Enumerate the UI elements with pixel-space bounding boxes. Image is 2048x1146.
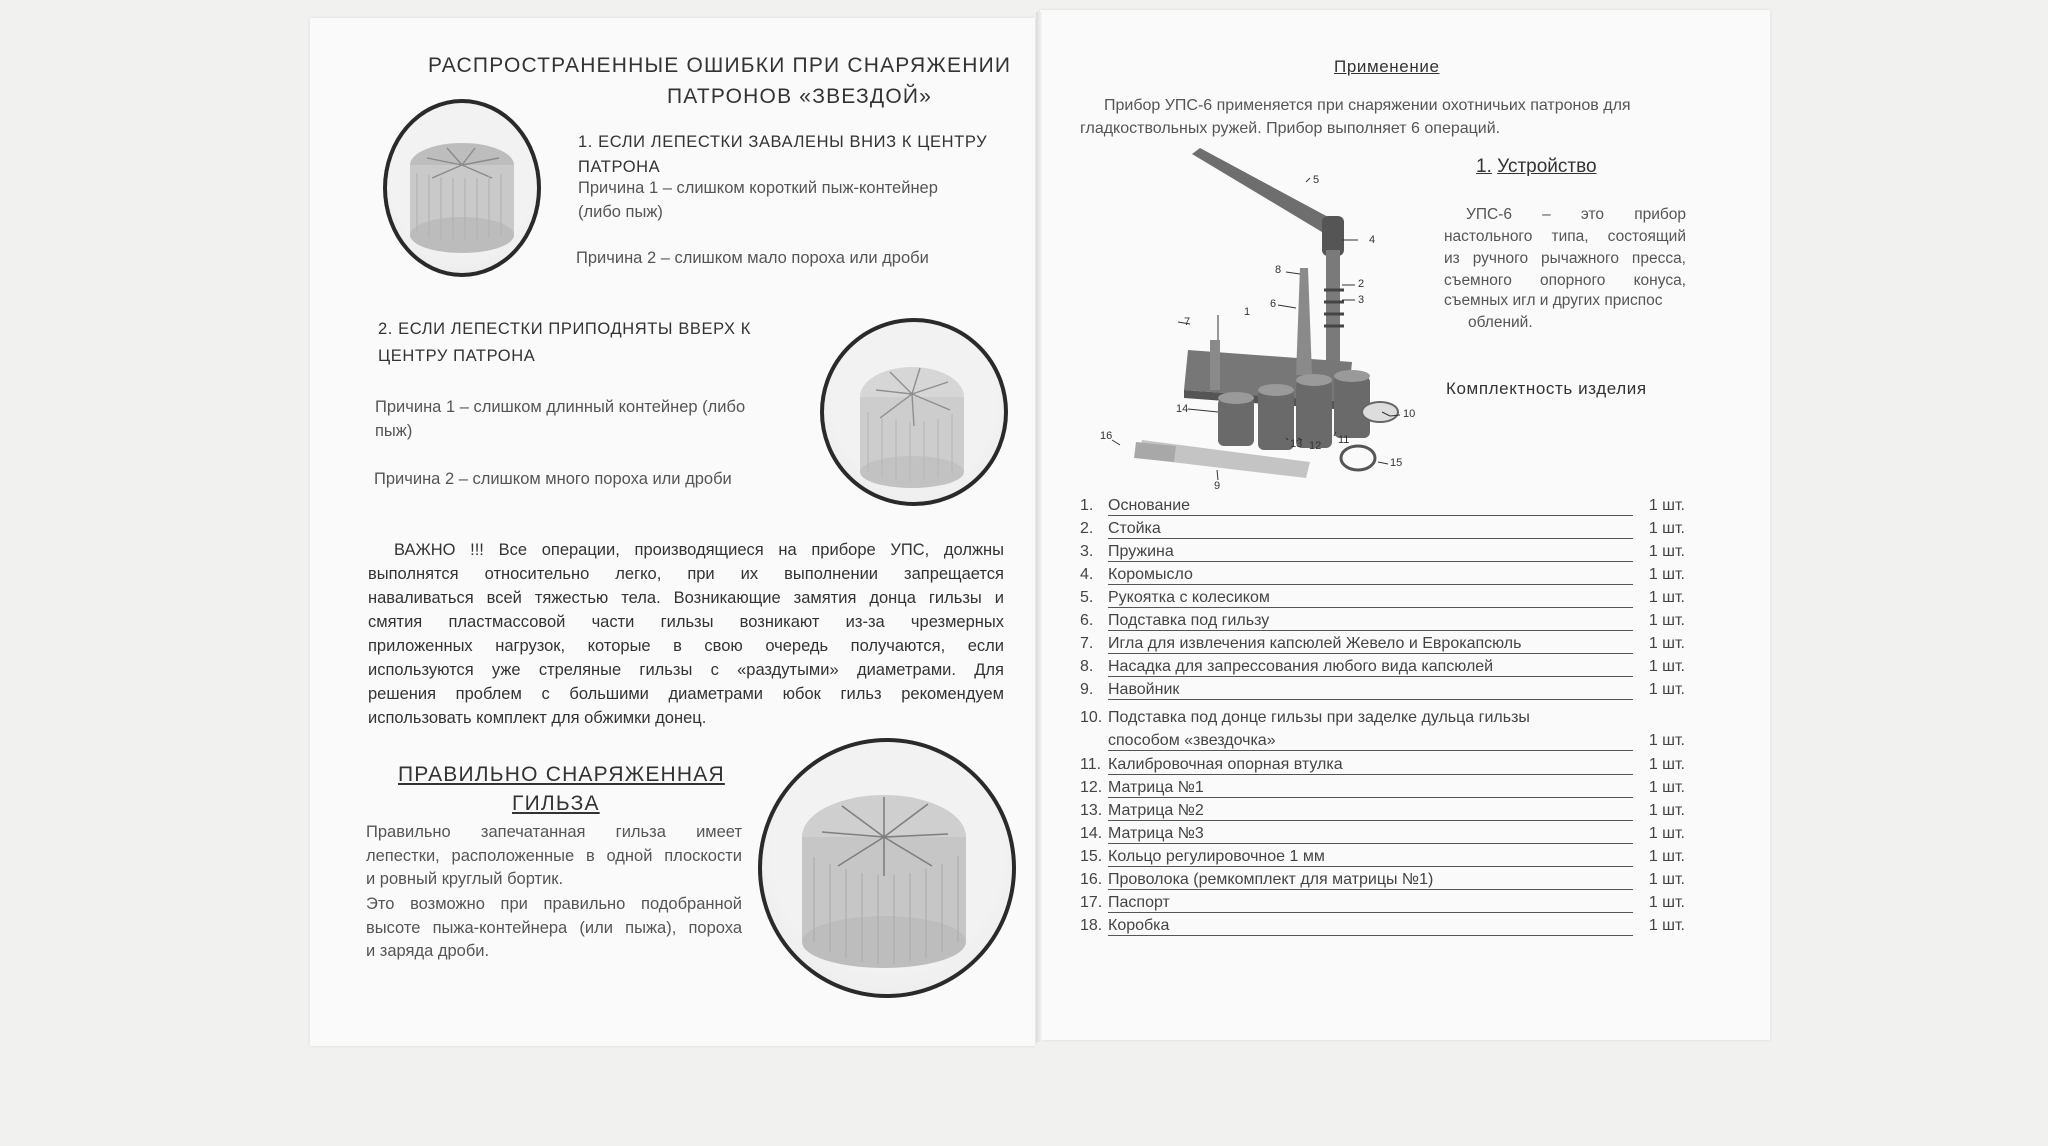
application-line1: Прибор УПС-6 применяется при снаряжении охотничьих патронов для bbox=[1104, 97, 1631, 114]
device-line-5: съемных игл и других приспос bbox=[1444, 292, 1663, 309]
list-item-leader bbox=[1108, 843, 1633, 844]
list-item-label: Проволока (ремкомплект для матрицы №1) bbox=[1108, 871, 1436, 889]
warning-line-8: использовать комплект для обжимки донец. bbox=[368, 709, 707, 727]
list-item bbox=[1080, 917, 1685, 939]
list-item-leader bbox=[1108, 676, 1633, 677]
list-item-number: 15. bbox=[1080, 848, 1103, 865]
diagram-label-13: 13 bbox=[1290, 438, 1303, 450]
list-item bbox=[1080, 756, 1685, 778]
list-item-label: Калибровочная опорная втулка bbox=[1108, 756, 1346, 774]
list-item-leader bbox=[1108, 538, 1633, 539]
list-item bbox=[1080, 825, 1685, 847]
warning-line-5: приложенных нагрузок, которые в свою очередь получаются, если bbox=[368, 637, 1004, 655]
list-item-label: Пружина bbox=[1108, 543, 1177, 561]
diagram-label-9: 9 bbox=[1214, 480, 1221, 492]
correct-heading-line1: ПРАВИЛЬНО СНАРЯЖЕННАЯ bbox=[398, 763, 725, 786]
list-item-leader bbox=[1108, 699, 1633, 700]
list-item bbox=[1080, 709, 1685, 731]
list-item-number: 3. bbox=[1080, 543, 1094, 560]
diagram-label-14: 14 bbox=[1176, 403, 1189, 415]
list-item-label: Основание bbox=[1108, 497, 1193, 515]
list-item-number: 16. bbox=[1080, 871, 1103, 888]
diagram-label-5: 5 bbox=[1313, 174, 1320, 186]
list-item bbox=[1080, 635, 1685, 657]
error2-cause2: Причина 2 – слишком много пороха или дроби bbox=[374, 470, 732, 488]
list-item-number: 8. bbox=[1080, 658, 1094, 675]
correct-line-2: лепестки, расположенные в одной плоскости bbox=[366, 847, 742, 865]
list-item-qty: 1 шт. bbox=[1648, 543, 1685, 560]
list-item-label: Рукоятка с колесиком bbox=[1108, 589, 1273, 607]
list-item-leader bbox=[1108, 515, 1633, 516]
list-item bbox=[1080, 612, 1685, 634]
correct-line-4: Это возможно при правильно подобранной bbox=[366, 895, 742, 913]
left-title-line1: РАСПРОСТРАНЕННЫЕ ОШИБКИ ПРИ СНАРЯЖЕНИИ bbox=[428, 54, 1012, 77]
list-item-number: 5. bbox=[1080, 589, 1094, 606]
application-heading: Применение bbox=[1334, 57, 1440, 76]
list-item-qty: 1 шт. bbox=[1648, 658, 1685, 675]
error1-cause1-line1: Причина 1 – слишком короткий пыж-контейнер bbox=[578, 179, 938, 197]
list-item-leader bbox=[1108, 584, 1633, 585]
list-item-number: 6. bbox=[1080, 612, 1094, 629]
diagram-label-16: 16 bbox=[1100, 430, 1113, 442]
correct-line-6: и заряда дроби. bbox=[366, 942, 490, 960]
list-item-label: способом «звездочка» bbox=[1108, 732, 1279, 750]
list-item-label: Насадка для запрессования любого вида капсюлей bbox=[1108, 658, 1496, 676]
list-item-qty: 1 шт. bbox=[1648, 566, 1685, 583]
list-item-qty: 1 шт. bbox=[1648, 681, 1685, 698]
list-item-leader bbox=[1108, 912, 1633, 913]
correct-heading-line2: ГИЛЬЗА bbox=[512, 792, 600, 815]
cartridge-photo-correct bbox=[758, 738, 1016, 998]
list-item-number: 9. bbox=[1080, 681, 1094, 698]
list-item-qty: 1 шт. bbox=[1648, 802, 1685, 819]
diagram-label-4: 4 bbox=[1369, 234, 1376, 246]
list-item-qty: 1 шт. bbox=[1648, 825, 1685, 842]
diagram-label-12: 12 bbox=[1309, 440, 1322, 452]
list-item-label: Игла для извлечения капсюлей Жевело и Еврокапсюль bbox=[1108, 635, 1524, 653]
device-line-6: облений. bbox=[1468, 314, 1533, 331]
list-item-leader bbox=[1108, 889, 1633, 890]
diagram-label-11: 11 bbox=[1338, 434, 1350, 446]
list-item-leader bbox=[1108, 630, 1633, 631]
list-item-label: Стойка bbox=[1108, 520, 1164, 538]
list-item-leader bbox=[1108, 607, 1633, 608]
list-item-leader bbox=[1108, 820, 1633, 821]
application-line2: гладкоствольных ружей. Прибор выполняет 6 операций. bbox=[1080, 120, 1501, 137]
device-heading-num: 1. bbox=[1476, 156, 1492, 177]
diagram-label-15: 15 bbox=[1390, 457, 1403, 469]
list-item bbox=[1080, 848, 1685, 870]
list-item-label: Матрица №2 bbox=[1108, 802, 1207, 820]
error1-cause1-line2: (либо пыж) bbox=[578, 203, 663, 221]
list-item-qty: 1 шт. bbox=[1648, 635, 1685, 652]
list-item-qty: 1 шт. bbox=[1648, 756, 1685, 773]
list-item-qty: 1 шт. bbox=[1648, 497, 1685, 514]
left-title-line2: ПАТРОНОВ «ЗВЕЗДОЙ» bbox=[667, 85, 933, 108]
list-item-qty: 1 шт. bbox=[1648, 894, 1685, 911]
list-item-label: Паспорт bbox=[1108, 894, 1173, 912]
list-item bbox=[1080, 566, 1685, 588]
list-item bbox=[1080, 802, 1685, 824]
list-item-qty: 1 шт. bbox=[1648, 871, 1685, 888]
list-item-qty: 1 шт. bbox=[1648, 917, 1685, 934]
list-item bbox=[1080, 589, 1685, 611]
device-heading bbox=[1476, 156, 1597, 178]
device-line-2: настольного типа, состоящий bbox=[1444, 228, 1686, 245]
device-line-3: из ручного рычажного пресса, bbox=[1444, 250, 1686, 267]
error1-heading-line2: ПАТРОНА bbox=[578, 158, 661, 176]
error2-heading-line1: 2. ЕСЛИ ЛЕПЕСТКИ ПРИПОДНЯТЫ ВВЕРХ К bbox=[378, 320, 752, 338]
warning-line-2: выполнятся относительно легко, при их выполнении запрещается bbox=[368, 565, 1004, 583]
list-item-number: 17. bbox=[1080, 894, 1103, 911]
cartridge-photo-petals-down bbox=[383, 99, 541, 277]
list-item bbox=[1080, 520, 1685, 542]
list-item-number: 12. bbox=[1080, 779, 1103, 796]
list-item bbox=[1080, 871, 1685, 893]
list-item-label: Подставка под гильзу bbox=[1108, 612, 1272, 630]
list-item-qty: 1 шт. bbox=[1648, 848, 1685, 865]
list-item bbox=[1080, 658, 1685, 680]
diagram-label-3: 3 bbox=[1358, 294, 1365, 306]
diagram-label-2: 2 bbox=[1358, 278, 1365, 290]
list-item-qty: 1 шт. bbox=[1648, 779, 1685, 796]
list-item-qty: 1 шт. bbox=[1648, 520, 1685, 537]
list-item-number: 2. bbox=[1080, 520, 1094, 537]
list-item-qty: 1 шт. bbox=[1648, 612, 1685, 629]
list-item-qty: 1 шт. bbox=[1648, 589, 1685, 606]
list-item-number: 13. bbox=[1080, 802, 1103, 819]
list-item-leader bbox=[1108, 561, 1633, 562]
correct-line-5: высоте пыжа-контейнера (или пыжа), пороха bbox=[366, 919, 742, 937]
diagram-label-10: 10 bbox=[1403, 408, 1416, 420]
list-item-label: Навойник bbox=[1108, 681, 1182, 699]
list-item-number: 4. bbox=[1080, 566, 1094, 583]
list-item-leader bbox=[1108, 750, 1633, 751]
list-item-leader bbox=[1108, 797, 1633, 798]
list-item bbox=[1080, 779, 1685, 801]
list-item-label: Матрица №3 bbox=[1108, 825, 1207, 843]
list-item-qty: 1 шт. bbox=[1648, 732, 1685, 749]
device-diagram bbox=[1090, 140, 1430, 495]
warning-line-7: решения проблем с большими диаметрами юбок гильз рекомендуем bbox=[368, 685, 1004, 703]
list-item-label: Кольцо регулировочное 1 мм bbox=[1108, 848, 1328, 866]
error2-heading-line2: ЦЕНТРУ ПАТРОНА bbox=[378, 347, 536, 365]
list-item-number: 1. bbox=[1080, 497, 1094, 514]
error2-cause1-line1: Причина 1 – слишком длинный контейнер (либо bbox=[375, 398, 746, 416]
list-item-leader bbox=[1108, 653, 1633, 654]
list-item bbox=[1080, 497, 1685, 519]
list-item-continuation bbox=[1080, 732, 1685, 754]
device-line-4: съемного опорного конуса, bbox=[1444, 272, 1686, 289]
warning-line-3: наваливаться всей тяжестью тела. Возникающие замятия донца гильзы и bbox=[368, 589, 1004, 607]
list-item-number: 10. bbox=[1080, 709, 1103, 726]
diagram-label-8: 8 bbox=[1275, 264, 1282, 276]
list-item-leader bbox=[1108, 774, 1633, 775]
list-item-leader bbox=[1108, 935, 1633, 936]
list-item-number: 14. bbox=[1080, 825, 1103, 842]
cartridge-photo-petals-up bbox=[820, 318, 1008, 506]
page-gutter bbox=[1036, 12, 1042, 1042]
correct-line-1: Правильно запечатанная гильза имеет bbox=[366, 823, 742, 841]
diagram-label-6: 6 bbox=[1270, 298, 1277, 310]
list-item-number: 18. bbox=[1080, 917, 1103, 934]
list-item-label: Коробка bbox=[1108, 917, 1172, 935]
list-item-number: 11. bbox=[1080, 756, 1102, 773]
warning-line-6: используются уже стреляные гильзы с «раздутыми» диаметрами. Для bbox=[368, 661, 1004, 679]
error1-heading-line1: 1. ЕСЛИ ЛЕПЕСТКИ ЗАВАЛЕНЫ ВНИЗ К ЦЕНТРУ bbox=[578, 133, 988, 151]
list-item-label: Матрица №1 bbox=[1108, 779, 1207, 797]
list-item bbox=[1080, 894, 1685, 916]
correct-line-3: и ровный круглый бортик. bbox=[366, 870, 564, 888]
device-heading-text: Устройство bbox=[1497, 156, 1597, 177]
list-item-number: 7. bbox=[1080, 635, 1094, 652]
error2-cause1-line2: пыж) bbox=[375, 422, 413, 440]
diagram-label-7: 7 bbox=[1184, 316, 1191, 328]
list-item-label: Коромысло bbox=[1108, 566, 1196, 584]
diagram-label-1: 1 bbox=[1244, 306, 1251, 318]
list-item-leader bbox=[1108, 866, 1633, 867]
list-item bbox=[1080, 681, 1685, 703]
kit-heading: Комплектность изделия bbox=[1446, 379, 1647, 398]
list-item bbox=[1080, 543, 1685, 565]
list-item-label: Подставка под донце гильзы при заделке дульца гильзы bbox=[1108, 709, 1533, 727]
error1-cause2: Причина 2 – слишком мало пороха или дроби bbox=[576, 249, 929, 267]
warning-line-4: смятия пластмассовой части гильзы возникают из-за чрезмерных bbox=[368, 613, 1004, 631]
warning-line-1: ВАЖНО !!! Все операции, производящиеся на приборе УПС, должны bbox=[394, 541, 1004, 559]
device-line-1: УПС-6 – это прибор bbox=[1466, 206, 1686, 223]
